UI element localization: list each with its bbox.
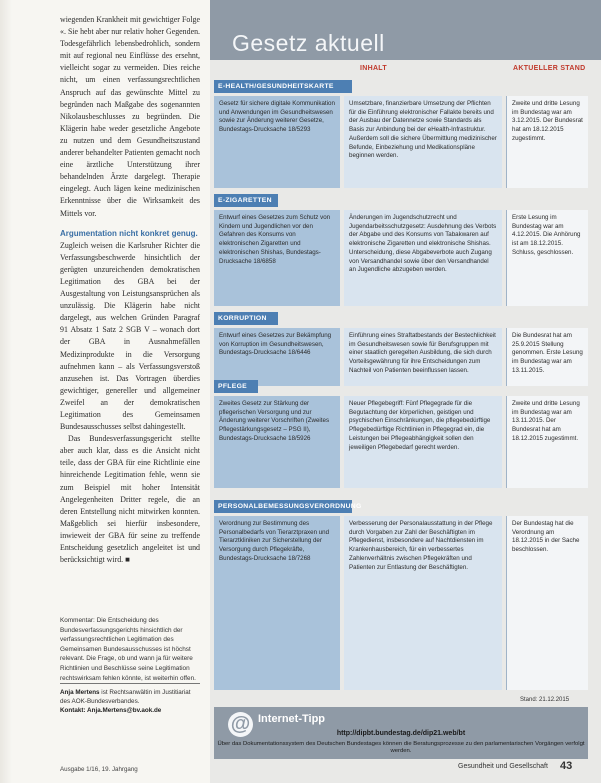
column-header-stand: AKTUELLER STAND <box>513 65 586 72</box>
footer-publication: Gesundheit und Gesellschaft <box>458 763 548 770</box>
law-status: Die Bundesrat hat am 25.9.2015 Stellung genommen. Erste Lesung im Bundestag war am 13.11.2015. <box>506 328 588 386</box>
section-label: E-HEALTH/GESUNDHEITSKARTE <box>214 80 352 93</box>
law-content: Änderungen im Jugendschutzrecht und Jugendarbeitsschutzgesetz: Ausdehnung des Verbots der Abgabe und des Konsums von Tabakwaren auf elektronische Zigaretten und elektronische Shishas. Unterscheidung, diese Abgabeverbote auch Zugang von Versandhandel sowie über den Versandhandel an Jugendliche abzugeben werden. <box>344 210 502 306</box>
commentary: Kommentar: Die Entscheidung des Bundesverfassungsgerichts hinsichtlich der verfassungsrechtlichen Legitimation des Gemeinsamen Bundesausschusses ist höchst relevant. Die Frage, ob und wann ja für weitere Richtlinien und Beschlüsse seine Legitimation rechtswirksam fehlen könnte, ist weiterhin offen. <box>60 617 196 682</box>
tipp-title: Internet-Tipp <box>258 713 326 725</box>
author-name: Anja Mertens <box>60 689 100 696</box>
author-description: ist Rechtsanwältin im Justitiariat des AOK-Bundesverbandes. <box>60 689 191 705</box>
tipp-link[interactable]: http://dipbt.bundestag.de/dip21.web/bt <box>336 730 466 737</box>
article-subheading: Argumentation nicht konkret genug. <box>60 228 198 238</box>
section-label: E-ZIGARETTEN <box>214 194 278 207</box>
law-title: Verordnung zur Bestimmung des Personalbedarfs von Tierarztpraxen und Tierarztkliniken zur Sicherstellung der Versorgung durch Pflegekräfte, Bundestags-Drucksache 18/7268 <box>214 516 340 690</box>
law-status: Erste Lesung im Bundestag war am 4.12.2015. Die Anhörung ist am 18.12.2015. Schluss, geschlossen. <box>506 210 588 306</box>
law-content: Neuer Pflegebegriff: Fünf Pflegegrade für die Begutachtung der körperlichen, geistigen und psychischen Einschränkungen, die pflegebedürftige Pflegebedürftige Richtlinien in Pflegegrad ein, die Leistungen bei Pflegeabhängigkeit sollen den jeweiligen Pflegebedarf gerecht werden. <box>344 396 502 488</box>
article-paragraph: Zugleich weisen die Karlsruher Richter die Verfassungsbeschwerde hinsichtlich der gerügten unzureichenden demokratischen Legitimation des GBA bei der Ausgestaltung von Leistungsansprüchen als unzulässig. Die Klägerin habe nicht dargelegt, aus welchen Gründen Paragraf 91 Absatz 1 Satz 2 SGB V – wonach dort der GBA in Ausnahmefällen Medizinprodukte in die Versorgung aufnehmen kann – als Verfassungsverstoß anzusehen ist. Das Vortragen überdies gewichtiger, genereller und allgemeiner Zweifel an der demokratischen Legitimation des Gemeinsamen Bundesausschusses selbst dahingestellt. <box>60 240 200 432</box>
law-title: Gesetz für sichere digitale Kommunikation und Anwendungen im Gesundheitswesen sowie zur Änderung weiterer Gesetze, Bundestags-Drucksache 18/5293 <box>214 96 340 188</box>
article-paragraph: Das Bundesverfassungsgericht stellte aber auch klar, dass es die Ansicht nicht teile, dass der GBA für eine Richtlinie eine hinreichende Legitimation fehle, wenn sie zum Beispiel mit hoher Intensität Angelegenheiten Dritter regele, die an deren Entstellung nicht mitwirken konnten. Maßgeblich sei hierfür insbesondere, inwieweit der GBA für seine zu treffende Entscheidung gesetzlich angeleitet ist und berücksichtigt wird. ■ <box>60 434 200 565</box>
law-status: Der Bundestag hat die Verordnung am 18.12.2015 in der Sache beschlossen. <box>506 516 588 690</box>
page-number: 43 <box>560 760 573 772</box>
article-column <box>60 14 200 566</box>
law-title: Entwurf eines Gesetzes zum Schutz von Kindern und Jugendlichen vor den Gefahren des Konsums von elektronischen Zigaretten und elektronischen Shishas, Bundestags-Drucksache 18/6858 <box>214 210 340 306</box>
section-label: PERSONALBEMESSUNGSVERORDNUNG <box>214 500 352 513</box>
divider <box>60 683 200 684</box>
law-status: Zweite und dritte Lesung im Bundestag war am 3.12.2015. Der Bundesrat hat am 18.12.2015 zugestimmt. <box>506 96 588 188</box>
section-label: PFLEGE <box>214 380 258 393</box>
tipp-description: Über das Dokumentationssystem des Deutschen Bundestages können die Beratungsprozesse zu den parlamentarischen Vorgängen verfolgt werden. <box>217 741 585 755</box>
law-section <box>214 312 588 374</box>
law-section <box>214 194 588 306</box>
author-contact: Kontakt: Anja.Mertens@bv.aok.de <box>60 707 162 714</box>
law-section <box>214 380 588 488</box>
stand-date: Stand: 21.12.2015 <box>520 697 570 703</box>
author-box <box>60 688 200 715</box>
column-header-inhalt: INHALT <box>360 65 387 72</box>
law-content: Einführung eines Straftatbestands der Bestechlichkeit im Gesundheitswesen sowie für Berufsgruppen mit einer staatlich geregelten Ausbildung, die sich durch Vorteilsgewährung für ihre Entscheidungen zum Nachteil von Patienten beeinflussen lassen. <box>344 328 502 386</box>
at-sign-icon: @ <box>228 712 253 737</box>
law-content: Umsetzbare, finanzierbare Umsetzung der Pflichten für die Einführung elektronischer Fallakte bereits und der Ausbau der Datennetze sowie Standards als Basis zur Anbindung bei der eHealth-Infrastruktur. Außerdem soll die sichere Übermittlung medizinischer Befunde, Einbeziehung und Medikationspläne beginnen werden. <box>344 96 502 188</box>
law-title: Entwurf eines Gesetzes zur Bekämpfung von Korruption im Gesundheitswesen, Bundestags-Drucksache 18/6446 <box>214 328 340 386</box>
law-status: Zweite und dritte Lesung im Bundestag war am 13.11.2015. Der Bundesrat hat am 18.12.2015 zugestimmt. <box>506 396 588 488</box>
section-label: KORRUPTION <box>214 312 278 325</box>
law-title: Zweites Gesetz zur Stärkung der pflegerischen Versorgung und zur Änderung weiterer Vorschriften (Zweites Pflegestärkungsgesetz – PSG II), Bundestags-Drucksache 18/5926 <box>214 396 340 488</box>
law-section <box>214 80 588 188</box>
law-content: Verbesserung der Personalausstattung in der Pflege durch Vorgaben zur Zahl der Beschäftigten im Pflegedienst, insbesondere auf Nachtdiensten im Krankenhausbereich, für ein verbessertes Zahlenverhältnis zwischen Pflegekräften und Patienten zur Entlastung der Beschäftigten. <box>344 516 502 690</box>
footer-issue: Ausgabe 1/16, 19. Jahrgang <box>60 766 138 773</box>
law-section <box>214 500 588 690</box>
article-paragraph: wiegenden Krankheit mit gewichtiger Folge «. Sie hebt aber nur relativ hoher Gegenden. Todesgefährlich lebensbedrohlich, sondern mit auf regional neu Einflüsse des ersehnt, vielleicht sogar zu vermeiden. Dies reiche nicht, um einen verfassungsrechtlichen Anspruch auf das gewünschte Mittel zu begründen nach Maßgabe des sogenannten Nikolausbeschlusses zu begründen. Die Klägerin habe weder gesetzliche Angebote zu nutzen und dem Gesundheitszustand anderer behandelter Patienten gemacht noch eine ärztliche Unterstützung ihrer behandelnden Ärzte dargelegt. Therapie eingelegt. Auch lägen keine medizinischen Erkenntnisse über die Wirksamkeit des Mittels vor. <box>60 15 200 218</box>
panel-title: Gesetz aktuell <box>232 30 385 56</box>
